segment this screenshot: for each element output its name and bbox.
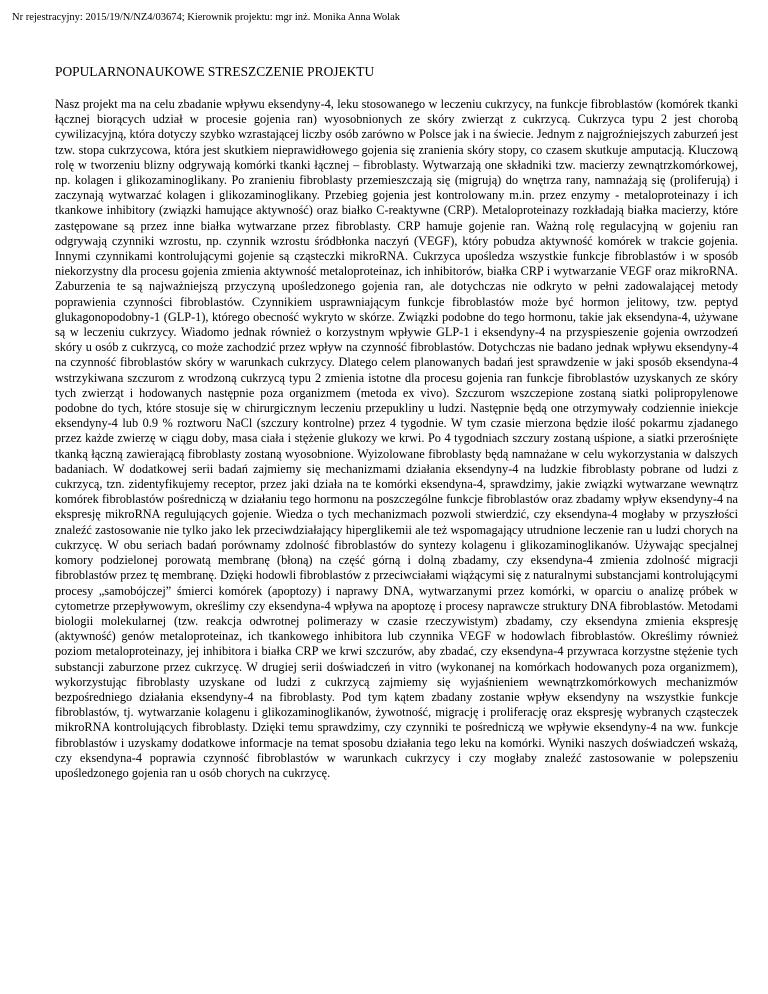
document-title: POPULARNONAUKOWE STRESZCZENIE PROJEKTU bbox=[55, 64, 375, 79]
page-header-registry-line: Nr rejestracyjny: 2015/19/N/NZ4/03674; Kierownik projektu: mgr inż. Monika Anna Wolak bbox=[12, 12, 400, 23]
abstract-paragraph: Nasz projekt ma na celu zbadanie wpływu eksendyny-4, leku stosowanego w leczeniu cukrzycy, na funkcje fibroblastów (komórek tkanki łącznej biorących udział w procesie gojenia ran) wyosobnionych ze skóry zwierząt z cukrzycą. Cukrzyca typu 2 jest chorobą cywilizacyjną, która dotyczy szybko wzrastającej liczby osób zarówno w Polsce jak i na świecie. Jednym z najgroźniejszych zaburzeń jest tzw. stopa cukrzycowa, która jest skutkiem nieprawidłowego gojenia się zranienia skóry stopy, co czasem skutkuje amputacją. Kluczową rolę w tworzeniu blizny odgrywają komórki tkanki łącznej – fibroblasty. Wytwarzają one składniki tzw. macierzy zewnątrzkomórkowej, np. kolagen i glikozaminoglikany. Po zranieniu fibroblasty przemieszczają się (migrują) do wnętrza rany, namnażają się (proliferują) i zaczynają wytwarzać kolagen i glikozaminoglikany. Przebieg gojenia jest kontrolowany m.in. przez enzymy - metaloproteinazy i ich tkankowe inhibitory (związki hamujące aktywność) oraz białko C-reaktywne (CRP). Metaloproteinazy rozkładają białka macierzy, które zastępowane są przez inne białka wytwarzane przez fibroblasty. CRP hamuje gojenie ran. Ważną rolę regulacyjną w gojeniu ran odgrywają czynniki wzrostu, np. czynnik wzrostu śródbłonka naczyń (VEGF), który pobudza aktywność komórek w trakcie gojenia. Innymi czynnikami kontrolującymi gojenie są cząsteczki mikroRNA. Cukrzyca upośledza wszystkie funkcje fibroblastów i w sposób niekorzystny dla procesu gojenia zmienia aktywność metaloproteinaz, ich inhibitorów, białka CRP i wytwarzanie VEGF oraz mikroRNA. Zaburzenia te są najważniejszą przyczyną upośledzonego gojenia ran, ale dotychczas nie odkryto w pełni zadowalającej metody poprawienia czynności fibroblastów. Czynnikiem usprawniającym funkcje fibroblastów może być hormon jelitowy, tzw. peptyd glukagonopodobny-1 (GLP-1), którego obecność wykryto w skórze. Związki podobne do tego hormonu, takie jak eksendyna-4, używane są w leczeniu cukrzycy. Wiadomo jednak również o korzystnym wpływie GLP-1 i eksendyny-4 na przyspieszenie gojenia owrzodzeń skóry u osób z cukrzycą, co może zachodzić przez wpływ na czynność fibroblastów. Dotychczas nie badano jednak wpływu eksendyny-4 na czynność fibroblastów skóry w warunkach cukrzycy. Dlatego celem planowanych badań jest sprawdzenie w jaki sposób eksendyna-4 wstrzykiwana szczurom z wrodzoną cukrzycą typu 2 zmienia istotne dla procesu gojenia ran funkcje fibroblastów uzyskanych ze skóry tych zwierząt i hodowanych następnie poza organizmem (metoda ex vivo). Szczurom wszczepione zostaną siatki polipropylenowe podobne do tych, które stosuje się w chirurgicznym leczeniu przepukliny u ludzi. Następnie będą one otrzymywały codziennie iniekcje eksendyny-4 lub 0.9 % roztworu NaCl (szczury kontrolne) przez 4 tygodnie. W tym czasie mierzona będzie ilość pokarmu zjadanego przez każde zwierzę w ciągu doby, masa ciała i stężenie glukozy we krwi. Po 4 tygodniach szczury zostaną uśpione, a siatki przerośnięte tkanką łączną zawierającą fibroblasty zostaną wyosobnione. Wyizolowane fibroblasty będą namnażane w celu wykorzystania w dalszych badaniach. W dodatkowej serii badań zajmiemy się mechanizmami działania eksendyny-4 na ludzkie fibroblasty pobrane od ludzi z cukrzycą, tzn. zidentyfikujemy receptor, przez jaki działa na te komórki eksendyna-4, sprawdzimy, jakie związki wytwarzane wewnątrz komórek fibroblastów pośredniczą w działaniu tego hormonu na poszczególne funkcje fibroblastów oraz zbadamy wpływ eksendyny-4 na ekspresję mikroRNA regulujących gojenie. Wiedza o tych mechanizmach pozwoli stwierdzić, czy eksendyna-4 mogłaby w przyszłości znaleźć zastosowanie nie tylko jako lek przeciwdziałający hiperglikemii ale też wspomagający utrudnione leczenie ran u ludzi chorych na cukrzycę. W obu seriach badań porównamy zdolność fibroblastów do syntezy kolagenu i glikozaminoglikanów. Używając specjalnej komory podzielonej porowatą membranę (błoną) na część górną i dolną zbadamy, czy eksendyna-4 zmienia zdolność migracji fibroblastów przez tę membranę. Dzięki hodowli fibroblastów z przeciwciałami wiążącymi się z naturalnymi substancjami kontrolującymi procesy „samobójczej” śmierci komórek (apoptozy) i naprawy DNA, wytwarzanymi przez komórki, w oparciu o analizę próbek w cytometrze przepływowym, określimy czy eksendyna-4 wpływa na apoptozę i procesy naprawcze struktury DNA fibroblastów. Metodami biologii molekularnej (tzw. reakcja odwrotnej polimerazy w czasie rzeczywistym) zbadamy, czy eksendyna zmienia ekspresję (aktywność) genów metaloproteinaz, ich tkankowego inhibitora lub czynnika VEGF w hodowlach fibroblastów. Określimy również poziom metaloproteinazy, jej inhibitora i białka CRP we krwi szczurów, aby zbadać, czy eksendyna-4 przywraca korzystne stężenie tych substancji zaburzone przez cukrzycę. W drugiej serii doświadczeń in vitro (wykonanej na komórkach hodowanych poza organizmem), wykorzystując fibroblasty uzyskane od ludzi z cukrzycą zajmiemy się wyjaśnieniem wewnątrzkomórkowych mechanizmów bezpośredniego działania eksendyny-4 na fibroblasty. Pod tym kątem zbadany zostanie wpływ eksendyny na wszystkie funkcje fibroblastów, tj. wytwarzanie kolagenu i glikozaminoglikanów, żywotność, migrację i proliferację oraz ekspresję wybranych cząsteczek mikroRNA kontrolujących fibroblasty. Dzięki temu sprawdzimy, czy czynniki te pośredniczą we wpływie eksendyny-4 na ww. funkcje fibroblastów i uzyskamy dodatkowe informacje na temat sposobu działania tego leku na komórki. Wyniki naszych doświadczeń wskażą, czy eksendyna-4 poprawia czynność fibroblastów w warunkach cukrzycy i czy mogłaby znaleźć zastosowanie w polepszeniu upośledzonego gojenia ran u osób chorych na cukrzycę. bbox=[55, 97, 738, 780]
